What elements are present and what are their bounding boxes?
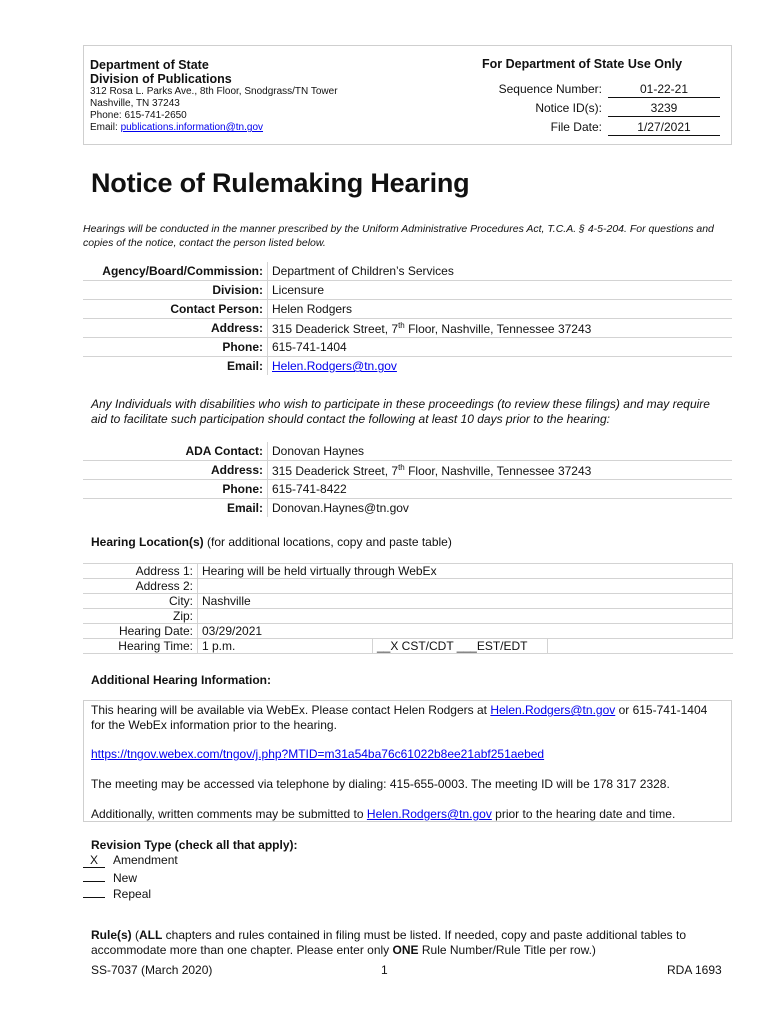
revision-new[interactable] [83, 868, 137, 885]
revision-label: Repeal [113, 887, 152, 901]
ada-email-label: Email: [83, 499, 268, 518]
rules-bold: ALL [139, 928, 163, 942]
hearing-date-value: 03/29/2021 [198, 624, 733, 639]
location-heading [91, 535, 452, 549]
additional-heading: Additional Hearing Information: [91, 673, 271, 687]
address-part: Floor, Nashville, Tennessee 37243 [404, 463, 592, 478]
sequence-number-label: Sequence Number: [498, 82, 602, 96]
email-cell [268, 357, 733, 376]
comments-email-link[interactable]: Helen.Rodgers@tn.gov [366, 807, 492, 821]
address-sup: th [398, 462, 405, 472]
ada-address-label: Address: [83, 461, 268, 480]
email-link[interactable]: Helen.Rodgers@tn.gov [272, 359, 397, 373]
address2-label: Address 2: [83, 579, 198, 594]
ada-contact-label: ADA Contact: [83, 442, 268, 461]
hearing-time-value: 1 p.m. [198, 639, 373, 654]
city-label: City: [83, 594, 198, 609]
file-date-value: 1/27/2021 [608, 120, 720, 136]
rules-bold: Rule(s) [91, 928, 132, 942]
ada-contact-value: Donovan Haynes [268, 442, 733, 461]
timezone-value: __X CST/CDT ___EST/EDT [373, 639, 548, 654]
rda-number: RDA 1693 [667, 963, 722, 977]
address2-value [198, 579, 733, 594]
address-part: 315 Deaderick Street, 7 [272, 463, 399, 478]
address-value [268, 319, 733, 338]
agency-value: Department of Children’s Services [268, 262, 733, 281]
use-only-title: For Department of State Use Only [482, 57, 683, 71]
contact-person-label: Contact Person: [83, 300, 268, 319]
notice-id-value: 3239 [608, 101, 720, 117]
text-part: Rule Number/Rule Title per row.) [418, 943, 596, 957]
address1-value: Hearing will be held virtually through WebEx [198, 564, 733, 579]
ada-phone-label: Phone: [83, 480, 268, 499]
additional-p4 [91, 807, 723, 822]
division-label: Division: [83, 281, 268, 300]
location-table [83, 563, 733, 654]
hearing-date-label: Hearing Date: [83, 624, 198, 639]
text-part: or 615-741-1404 for the WebEx information prior to the hearing. [91, 703, 708, 732]
agency-label: Agency/Board/Commission: [83, 262, 268, 281]
address-part: Floor, Nashville, Tennessee 37243 [404, 321, 592, 336]
page-title: Notice of Rulemaking Hearing [91, 168, 470, 198]
text-part: This hearing will be available via WebEx. Please contact Helen Rodgers at [91, 703, 491, 717]
phone-value: 615-741-1404 [268, 338, 733, 357]
ada-note: Any Individuals with disabilities who wish to participate in these proceedings (to review these filings) and may require aid to facilitate such participation should contact the following at least 10 days prior to the hearing: [91, 397, 710, 426]
publisher-info [90, 58, 338, 134]
timezone-empty [548, 639, 733, 654]
webex-link[interactable]: https://tngov.webex.com/tngov/j.php?MTID=m31a54ba76c61022b8ee21abf251aebed [91, 747, 545, 761]
form-number: SS-7037 (March 2020) [91, 963, 213, 977]
intro-text: Hearings will be conducted in the manner prescribed by the Uniform Administrative Procedures Act, T.C.A. § 4-5-204. For questions and copies of the notice, contact the person listed below. [83, 223, 714, 249]
file-date-label: File Date: [550, 120, 602, 134]
ada-table [83, 442, 732, 517]
publisher-address: 312 Rosa L. Parks Ave., 8th Floor, Snodgrass/TN Tower [90, 86, 338, 97]
revision-heading: Revision Type (check all that apply): [91, 838, 298, 852]
additional-p1 [91, 703, 723, 733]
email-label: Email: [83, 357, 268, 376]
ada-email-value: Donovan.Haynes@tn.gov [268, 499, 733, 518]
file-date-row [470, 120, 722, 138]
division-name: Division of Publications [90, 72, 232, 86]
publisher-email-label: Email: [90, 122, 121, 133]
address-label: Address: [83, 319, 268, 338]
zip-label: Zip: [83, 609, 198, 624]
text-part: Additionally, written comments may be submitted to [91, 807, 367, 821]
revision-label: Amendment [113, 853, 178, 867]
location-heading-rest: (for additional locations, copy and paste table) [203, 535, 452, 549]
city-value: Nashville [198, 594, 733, 609]
publisher-email-link[interactable]: publications.information@tn.gov [120, 122, 264, 133]
text-part: ( [131, 928, 140, 942]
text-part: chapters and rules contained in filing must be listed. If needed, copy and paste additional tables to accommodate more than one chapter. Please enter only [91, 928, 687, 957]
division-value: Licensure [268, 281, 733, 300]
publisher-phone: Phone: 615-741-2650 [90, 110, 187, 121]
revision-amendment[interactable] [83, 853, 178, 868]
hearing-time-label: Hearing Time: [83, 639, 198, 654]
zip-value [198, 609, 733, 624]
notice-id-label: Notice ID(s): [535, 101, 602, 115]
contact-person-value: Helen Rodgers [268, 300, 733, 319]
dept-name: Department of State [90, 58, 209, 72]
page-number: 1 [381, 963, 388, 977]
revision-mark: X [83, 854, 105, 868]
additional-p3: The meeting may be accessed via telephone by dialing: 415-655-0003. The meeting ID will be 178 317 2328. [91, 777, 670, 791]
text-part: prior to the hearing date and time. [491, 807, 676, 821]
sequence-number-value: 01-22-21 [608, 82, 720, 98]
agency-table [83, 262, 732, 375]
sequence-number-row [470, 82, 722, 100]
publisher-email-row [90, 122, 338, 134]
revision-label: New [113, 871, 138, 885]
location-heading-bold: Hearing Location(s) [91, 535, 204, 549]
address-part: 315 Deaderick Street, 7 [272, 321, 399, 336]
revision-repeal[interactable] [83, 884, 151, 901]
publisher-city: Nashville, TN 37243 [90, 98, 180, 109]
contact-email-link[interactable]: Helen.Rodgers@tn.gov [490, 703, 616, 717]
revision-mark [83, 868, 105, 882]
notice-id-row [470, 101, 722, 119]
ada-phone-value: 615-741-8422 [268, 480, 733, 499]
address-sup: th [398, 320, 405, 330]
ada-address-value [268, 461, 733, 480]
rules-bold: ONE [392, 943, 419, 957]
address1-label: Address 1: [83, 564, 198, 579]
rules-instructions [91, 928, 731, 958]
additional-p2 [91, 747, 723, 762]
revision-mark [83, 884, 105, 898]
phone-label: Phone: [83, 338, 268, 357]
